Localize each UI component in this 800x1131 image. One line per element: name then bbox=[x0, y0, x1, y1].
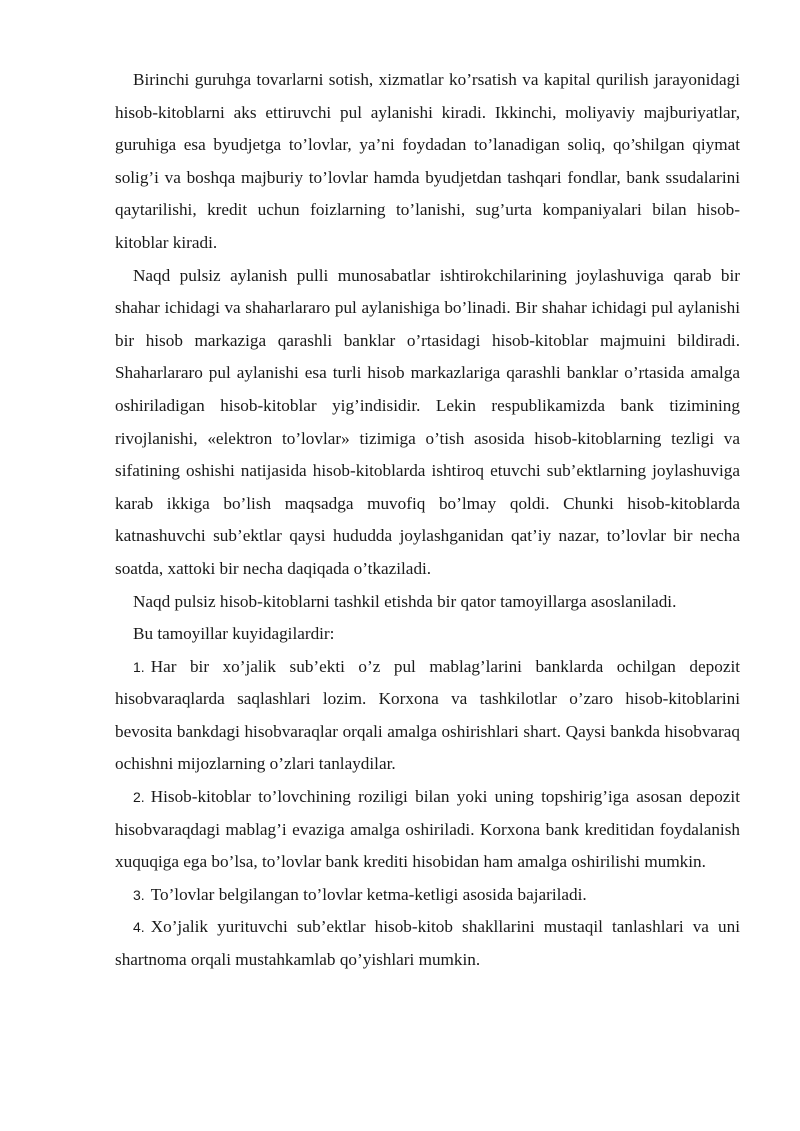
paragraph-3: Naqd pulsiz hisob-kitoblarni tashkil etishda bir qator tamoyillarga asoslaniladi. bbox=[133, 591, 677, 611]
list-number: 3. bbox=[133, 886, 145, 903]
list-item-2 bbox=[115, 781, 740, 879]
list-item-text: To’lovlar belgilangan to’lovlar ketma-ketligi asosida bajariladi. bbox=[150, 884, 587, 904]
paragraph-2: Naqd pulsiz aylanish pulli munosabatlar ishtirokchilarining joylashuviga qarab bir shahar ichidagi va shaharlararo pul aylanishiga bo’linadi. Bir shahar ichidagi pul aylanishi bir hisob markaziga qarashli banklar o’rtasidagi hisob-kitoblar majmuini bildiradi. Shaharlararo pul aylanishi esa turli hisob markazlariga qarashli banklar o’rtasida amalga oshiriladigan hisob-kitoblar yig’indisidir. Lekin respublikamizda bank tizimining rivojlanishi, «elektron to’lovlar» tizimiga o’tish asosida hisob-kitoblarning tezligi va sifatining oshishi natijasida hisob-kitoblarda ishtiroq etuvchi sub’ektlarning joylashuviga karab ikkiga bo’lish maqsadga muvofiq bo’lmay qoldi. Chunki hisob-kitoblarda katnashuvchi sub’ektlar qaysi hududda joylashganidan qat’iy nazar, to’lovlar bir necha soatda, xattoki bir necha daqiqada o’tkaziladi. bbox=[115, 265, 740, 578]
list-item-4 bbox=[115, 911, 740, 976]
document-page bbox=[115, 64, 740, 977]
list-item-text: Xo’jalik yurituvchi sub’ektlar hisob-kitob shakllarini mustaqil tanlashlari va uni shartnoma orqali mustahkamlab qo’yishlari mumkin. bbox=[115, 917, 740, 970]
list-item-1 bbox=[115, 651, 740, 781]
list-number: 2. bbox=[133, 789, 145, 806]
list-item-text: Har bir xo’jalik sub’ekti o’z pul mablag’larini banklarda ochilgan depozit hisobvaraqlarda saqlashlari lozim. Korxona va tashkilotlar o’zaro hisob-kitoblarini bevosita bankdagi hisobvaraqlar orqali amalga oshirishlari shart. Qaysi bankda hisobvaraq ochishni mijozlarning o’zlari tanlaydilar. bbox=[115, 656, 740, 774]
list-number: 1. bbox=[133, 658, 145, 675]
list-item-3 bbox=[115, 879, 740, 912]
list-number: 4. bbox=[133, 919, 145, 936]
paragraph-4: Bu tamoyillar kuyidagilardir: bbox=[133, 624, 335, 644]
list-item-text: Hisob-kitoblar to’lovchining roziligi bilan yoki uning topshirig’iga asosan depozit hisobvaraqdagi mablag’i evaziga amalga oshiriladi. Korxona bank kreditidan foydalanish xuquqiga ega bo’lsa, to’lovlar bank krediti hisobidan ham amalga oshirilishi mumkin. bbox=[115, 787, 740, 872]
paragraph-1: Birinchi guruhga tovarlarni sotish, xizmatlar ko’rsatish va kapital qurilish jarayonidagi hisob-kitoblarni aks ettiruvchi pul aylanishi kiradi. Ikkinchi, moliyaviy majburiyatlar, guruhiga esa byudjetga to’lovlar, ya’ni foydadan to’lanadigan soliq, qo’shilgan qiymat solig’i va boshqa majburiy to’lovlar hamda byudjetdan tashqari fondlar, bank ssudalarini qaytarilishi, kredit uchun foizlarning to’lanishi, sug’urta kompaniyalari bilan hisob-kitoblar kiradi. bbox=[115, 70, 740, 252]
